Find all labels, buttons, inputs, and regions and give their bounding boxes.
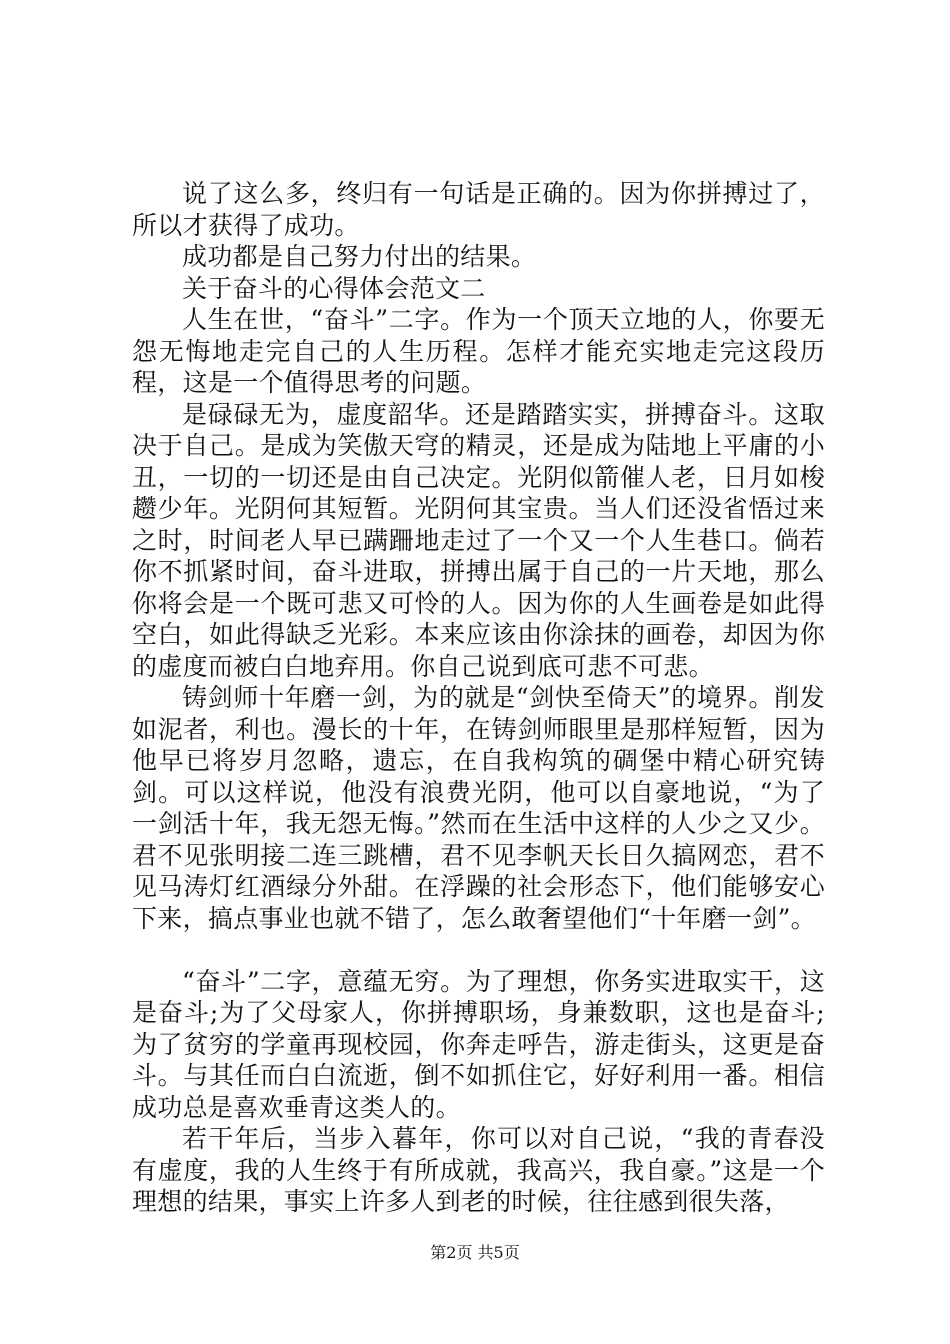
section-title: 关于奋斗的心得体会范文二 — [182, 273, 486, 303]
paragraph: “奋斗”二字，意蕴无穷。为了理想，你务实进取实干，这是奋斗;为了父母家人，你拼搏职场，身兼数职，这也是奋斗;为了贫穷的学童再现校园，你奔走呼告，游走街头，这更是奋斗。与其任而白白流逝，倒不如抓住它，好好利用一番。相信成功总是喜欢垂青这类人的。 — [132, 966, 825, 1122]
paragraph: 若干年后，当步入暮年，你可以对自己说，“我的青春没有虚度，我的人生终于有所成就，我高兴，我自豪。”这是一个理想的结果，事实上许多人到老的时候，往往感到很失落， — [132, 1124, 825, 1216]
page-number-footer: 第2页 共5页 — [430, 1243, 520, 1262]
paragraph: 成功都是自己努力付出的结果。 — [182, 242, 537, 271]
paragraph: 人生在世，“奋斗”二字。作为一个顶天立地的人，你要无怨无悔地走完自己的人生历程。怎样才能充实地走完这段历程，这是一个值得思考的问题。 — [132, 305, 825, 397]
paragraph: 说了这么多，终归有一句话是正确的。因为你拼搏过了，所以才获得了成功。 — [132, 179, 825, 240]
paragraph-gap — [132, 934, 825, 966]
document-body — [132, 178, 825, 1218]
paragraph: 铸剑师十年磨一剑，为的就是“剑快至倚天”的境界。削发如泥者，利也。漫长的十年，在铸剑师眼里是那样短暂，因为他早已将岁月忽略，遗忘，在自我构筑的碉堡中精心研究铸剑。可以这样说，他没有浪费光阴，他可以自豪地说，“为了一剑活十年，我无怨无悔。”然而在生活中这样的人少之又少。君不见张明接二连三跳槽，君不见李帆天长日久搞网恋，君不见马涛灯红酒绿分外甜。在浮躁的社会形态下，他们能够安心下来，搞点事业也就不错了，怎么敢奢望他们“十年磨一剑”。 — [132, 683, 825, 933]
paragraph: 是碌碌无为，虚度韶华。还是踏踏实实，拼搏奋斗。这取决于自己。是成为笑傲天穹的精灵，还是成为陆地上平庸的小丑，一切的一切还是由自己决定。光阴似箭催人老，日月如梭趱少年。光阴何其短暂。光阴何其宝贵。当人们还没省悟过来之时，时间老人早已蹒跚地走过了一个又一个人生巷口。倘若你不抓紧时间，奋斗进取，拼搏出属于自己的一片天地，那么你将会是一个既可悲又可怜的人。因为你的人生画卷是如此得空白，如此得缺乏光彩。本来应该由你涂抹的画卷，却因为你的虚度而被白白地弃用。你自己说到底可悲不可悲。 — [132, 399, 825, 681]
